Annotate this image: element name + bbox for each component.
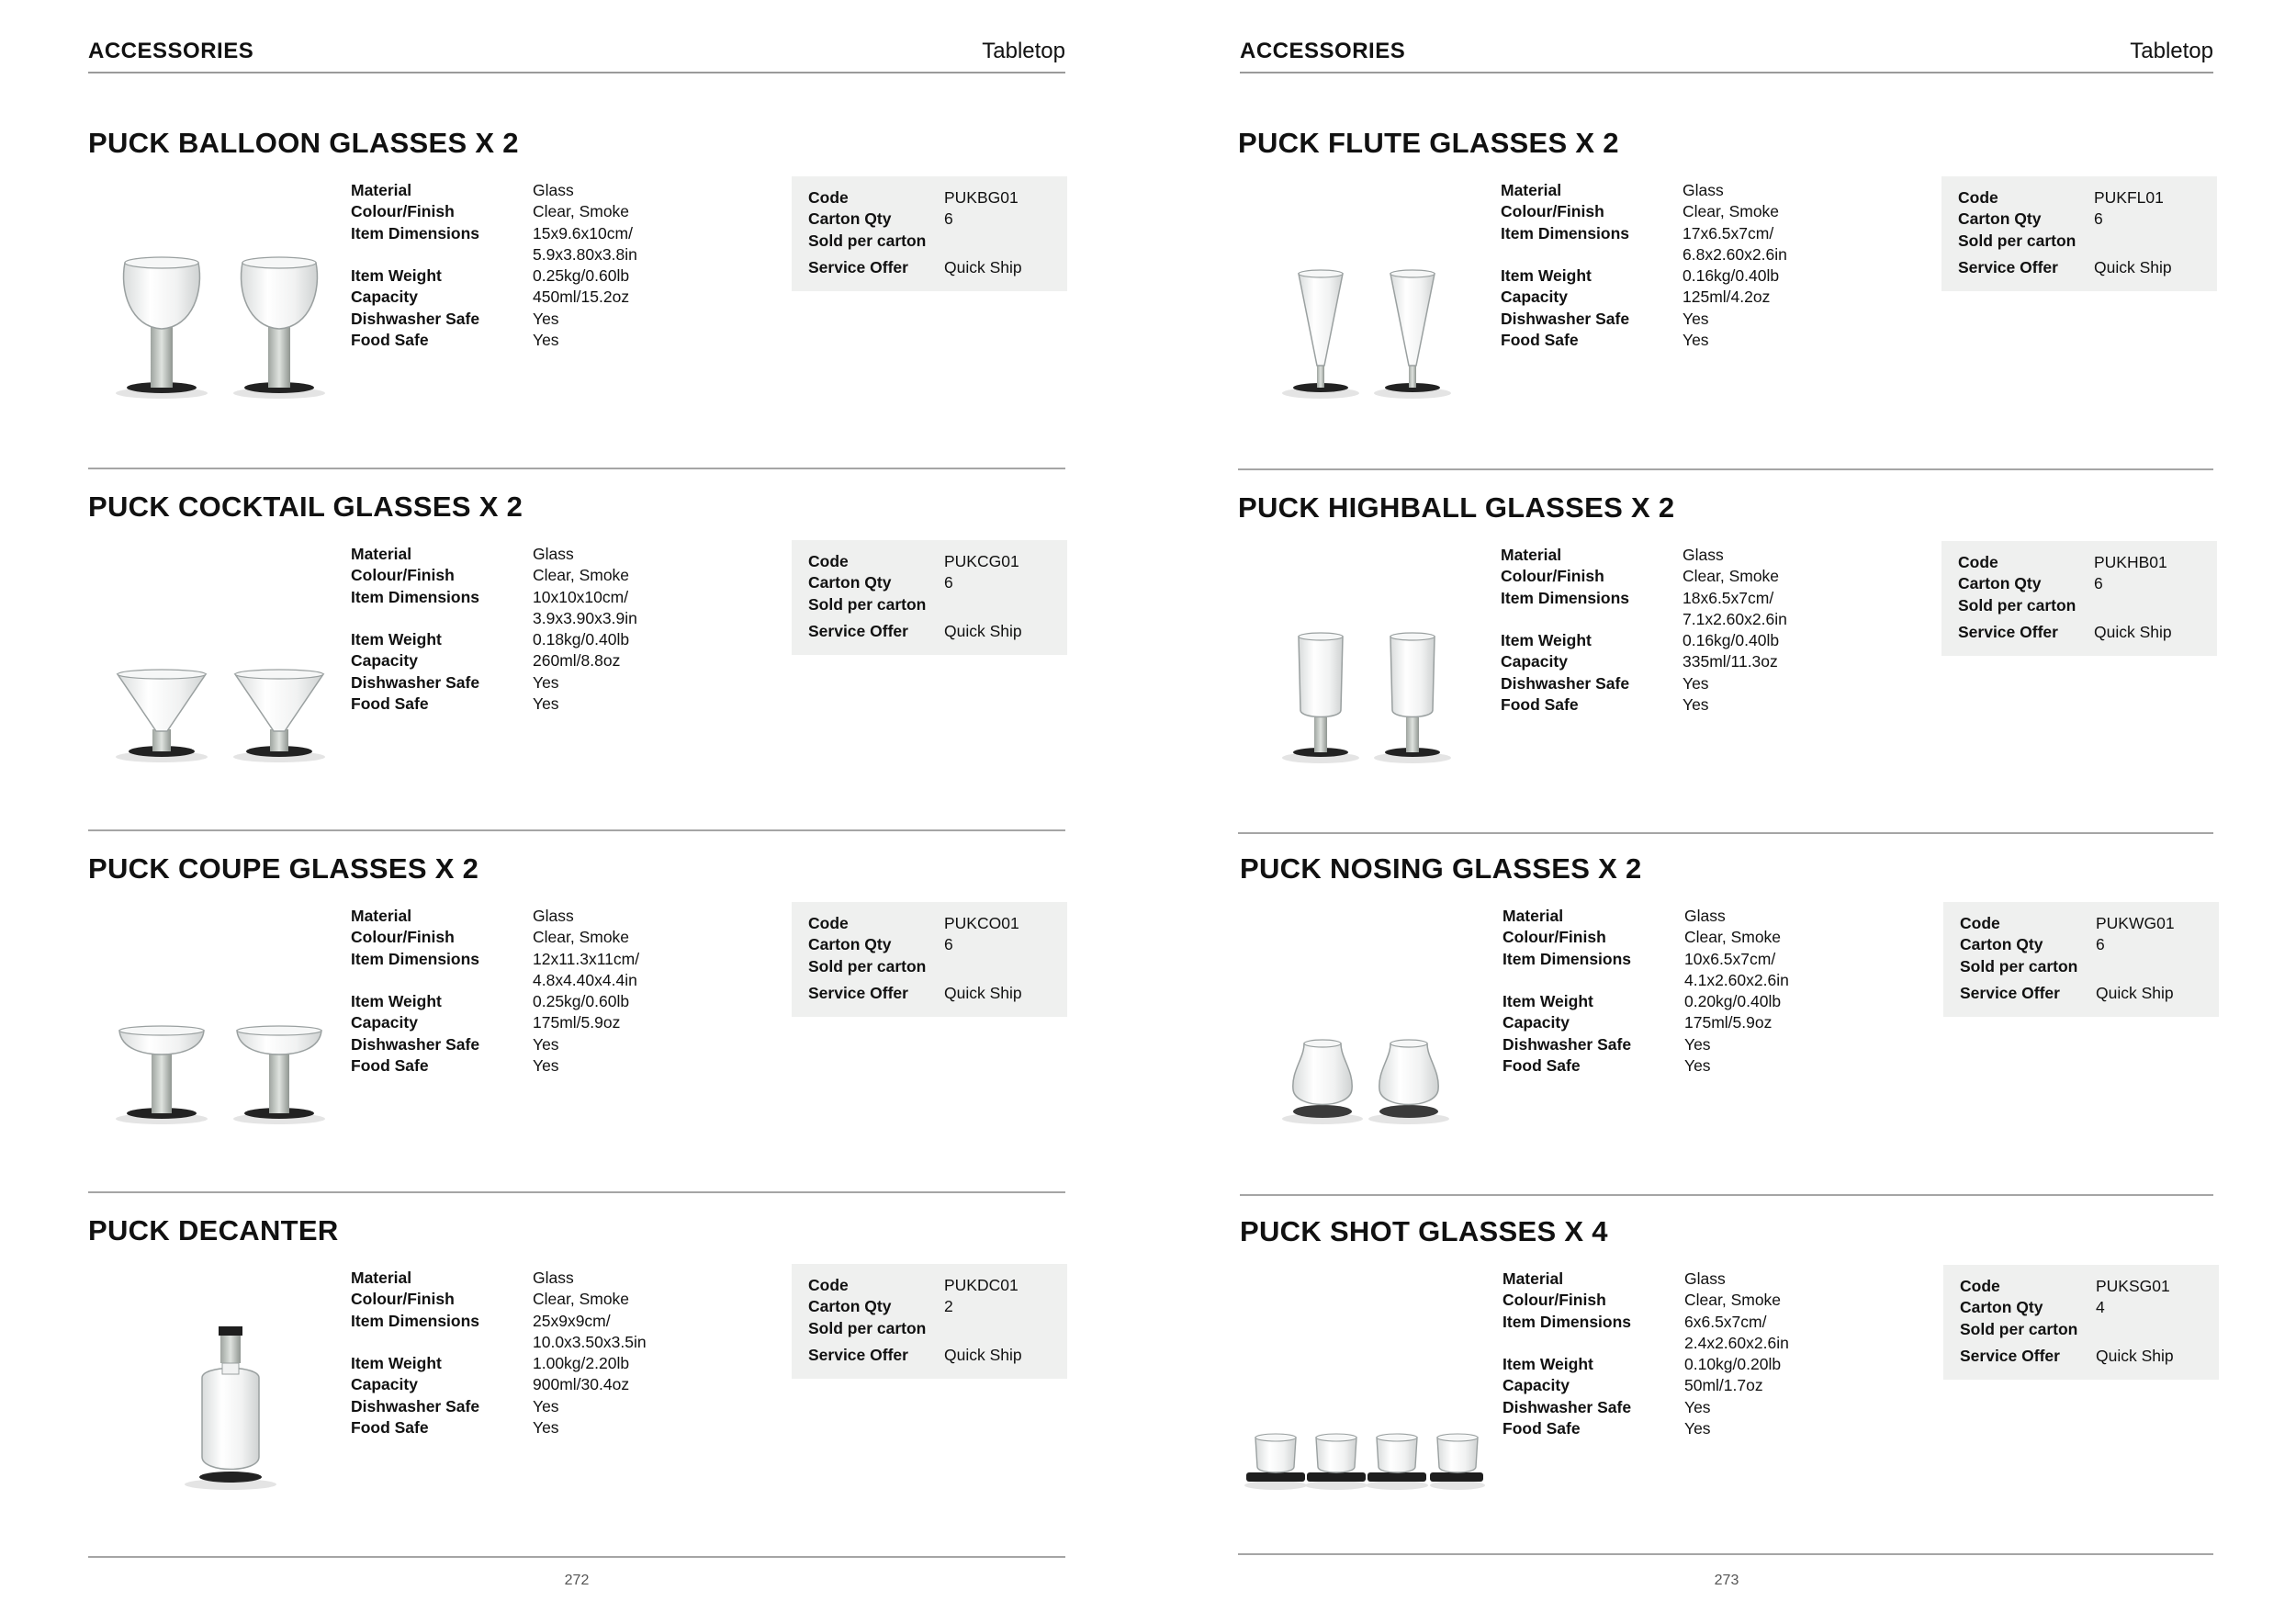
spec-food: Yes xyxy=(1683,331,1709,350)
info-label: Sold per carton xyxy=(808,1318,927,1337)
info-label: Carton Qty xyxy=(808,209,892,229)
info-label: Service Offer xyxy=(1958,622,2058,641)
spec-label: Material xyxy=(351,181,412,199)
spec-label: Item Weight xyxy=(1501,266,1592,286)
spec-label: Dishwasher Safe xyxy=(351,309,480,328)
spec-label: Item Dimensions xyxy=(351,223,480,242)
spec-label: Dishwasher Safe xyxy=(1503,1397,1632,1416)
specs-table xyxy=(351,544,637,715)
spec-weight: 1.00kg/2.20lb xyxy=(533,1354,630,1373)
spec-weight: 0.10kg/0.20lb xyxy=(1684,1355,1782,1374)
spec-label: Material xyxy=(1503,1269,1564,1288)
info-label: Sold per carton xyxy=(1958,595,2077,615)
spec-label: Capacity xyxy=(1501,652,1568,671)
spec-label: Food Safe xyxy=(1501,331,1579,350)
service-offer: Quick Ship xyxy=(944,1345,1022,1364)
carton-qty: 6 xyxy=(944,573,953,592)
page-header xyxy=(1240,35,2213,73)
flute-glass-icon xyxy=(1256,189,1495,410)
spec-dimensions: 25x9x9cm/ 10.0x3.50x3.5in xyxy=(533,1311,647,1351)
spec-label: Food Safe xyxy=(351,1056,429,1076)
spec-colour: Clear, Smoke xyxy=(533,1290,630,1309)
service-offer: Quick Ship xyxy=(944,983,1022,1002)
spec-dishwasher: Yes xyxy=(533,1396,559,1415)
spec-capacity: 50ml/1.7oz xyxy=(1684,1376,1763,1395)
spec-label: Item Dimensions xyxy=(351,1311,480,1330)
spec-food: Yes xyxy=(1684,1056,1711,1076)
spec-dimensions: 15x9.6x10cm/ 5.9x3.80x3.8in xyxy=(533,223,637,264)
spec-label: Dishwasher Safe xyxy=(351,672,480,692)
product-code: PUKBG01 xyxy=(944,188,1019,207)
service-offer: Quick Ship xyxy=(2094,257,2172,276)
decanter-icon xyxy=(107,1277,345,1497)
order-info-box xyxy=(1941,176,2217,291)
info-label: Code xyxy=(808,552,849,570)
spec-label: Food Safe xyxy=(1501,695,1579,715)
spec-colour: Clear, Smoke xyxy=(1683,567,1780,586)
page-header xyxy=(88,35,1065,73)
spec-dishwasher: Yes xyxy=(533,1034,559,1054)
product-code: PUKCG01 xyxy=(944,552,1019,570)
spec-label: Capacity xyxy=(351,288,418,307)
info-label: Service Offer xyxy=(1960,983,2060,1002)
order-info-box xyxy=(792,176,1067,291)
spec-label: Item Weight xyxy=(351,992,442,1011)
spec-label: Food Safe xyxy=(351,1418,429,1438)
info-label: Sold per carton xyxy=(1960,1319,2078,1338)
spec-colour: Clear, Smoke xyxy=(1684,928,1782,947)
section-title: ACCESSORIES xyxy=(1240,39,1406,63)
spec-label: Colour/Finish xyxy=(351,202,455,221)
spec-label: Material xyxy=(351,1269,412,1287)
spec-colour: Clear, Smoke xyxy=(1684,1291,1782,1310)
info-label: Sold per carton xyxy=(808,231,927,250)
spec-label: Material xyxy=(1501,546,1562,564)
spec-label: Colour/Finish xyxy=(351,928,455,947)
spec-label: Dishwasher Safe xyxy=(1501,309,1630,328)
info-label: Carton Qty xyxy=(1958,574,2042,593)
spec-material: Glass xyxy=(1683,546,1724,564)
spec-food: Yes xyxy=(1684,1419,1711,1438)
section-divider xyxy=(88,1191,1065,1193)
order-info-box xyxy=(792,902,1067,1017)
spec-dimensions: 10x10x10cm/ 3.9x3.90x3.9in xyxy=(533,587,637,627)
product-title: PUCK FLUTE GLASSES X 2 xyxy=(1238,127,1619,159)
spec-weight: 0.16kg/0.40lb xyxy=(1683,266,1780,286)
spec-label: Dishwasher Safe xyxy=(1501,673,1630,693)
section-title: ACCESSORIES xyxy=(88,39,254,63)
section-divider xyxy=(1238,468,2213,470)
spec-label: Item Dimensions xyxy=(351,949,480,968)
spec-label: Item Weight xyxy=(351,266,442,286)
footer-divider xyxy=(1238,1553,2213,1555)
specs-table xyxy=(1503,906,1789,1077)
info-label: Code xyxy=(1960,914,2000,932)
section-divider xyxy=(88,468,1065,469)
spec-weight: 0.18kg/0.40lb xyxy=(533,630,630,649)
product-code: PUKSG01 xyxy=(2096,1277,2170,1295)
specs-table xyxy=(351,1268,647,1438)
product-title: PUCK BALLOON GLASSES X 2 xyxy=(88,127,519,159)
spec-dishwasher: Yes xyxy=(533,309,559,328)
spec-dimensions: 12x11.3x11cm/ 4.8x4.40x4.4in xyxy=(533,949,640,989)
spec-label: Item Weight xyxy=(1503,992,1593,1011)
spec-label: Material xyxy=(1503,907,1564,925)
footer-divider xyxy=(88,1556,1065,1558)
spec-label: Colour/Finish xyxy=(1503,1291,1606,1310)
info-label: Service Offer xyxy=(808,257,908,276)
order-info-box xyxy=(792,540,1067,655)
page-number: 272 xyxy=(564,1573,590,1588)
order-info-box xyxy=(1943,902,2219,1017)
spec-label: Material xyxy=(1501,181,1562,199)
spec-label: Capacity xyxy=(1503,1013,1570,1032)
spec-dimensions: 10x6.5x7cm/ 4.1x2.60x2.6in xyxy=(1684,949,1789,989)
info-label: Service Offer xyxy=(1958,257,2058,276)
catalog-page-right xyxy=(1148,0,2296,1624)
info-label: Carton Qty xyxy=(808,1297,892,1316)
spec-label: Colour/Finish xyxy=(351,566,455,585)
spec-dishwasher: Yes xyxy=(1683,309,1709,328)
carton-qty: 6 xyxy=(2094,209,2103,229)
spec-weight: 0.25kg/0.60lb xyxy=(533,266,630,286)
info-label: Code xyxy=(808,1276,849,1294)
spec-label: Capacity xyxy=(351,1013,418,1032)
spec-capacity: 125ml/4.2oz xyxy=(1683,288,1771,307)
spec-label: Material xyxy=(351,907,412,925)
spec-capacity: 260ml/8.8oz xyxy=(533,651,621,671)
spec-capacity: 900ml/30.4oz xyxy=(533,1375,630,1394)
spec-label: Dishwasher Safe xyxy=(1503,1034,1632,1054)
coupe-glass-icon xyxy=(107,915,345,1135)
spec-food: Yes xyxy=(533,331,559,350)
spec-label: Item Weight xyxy=(1503,1355,1593,1374)
info-label: Carton Qty xyxy=(1960,1298,2043,1317)
spec-food: Yes xyxy=(533,694,559,714)
info-label: Code xyxy=(1960,1277,2000,1295)
section-divider xyxy=(1240,1194,2213,1196)
spec-label: Capacity xyxy=(351,1375,418,1394)
spec-material: Glass xyxy=(533,181,574,199)
product-code: PUKWG01 xyxy=(2096,914,2175,932)
spec-dishwasher: Yes xyxy=(533,672,559,692)
spec-food: Yes xyxy=(533,1418,559,1438)
page-number: 273 xyxy=(1714,1573,1739,1588)
spec-label: Dishwasher Safe xyxy=(351,1034,480,1054)
spec-food: Yes xyxy=(1683,695,1709,715)
spec-label: Food Safe xyxy=(1503,1419,1581,1438)
product-code: PUKCO01 xyxy=(944,914,1019,932)
product-title: PUCK SHOT GLASSES X 4 xyxy=(1240,1215,1608,1247)
category-title: Tabletop xyxy=(982,39,1065,63)
info-label: Carton Qty xyxy=(808,935,892,954)
spec-dishwasher: Yes xyxy=(1684,1034,1711,1054)
carton-qty: 6 xyxy=(944,209,953,229)
spec-dishwasher: Yes xyxy=(1683,673,1709,693)
info-label: Code xyxy=(1958,188,1998,207)
product-title: PUCK NOSING GLASSES X 2 xyxy=(1240,852,1642,885)
spec-material: Glass xyxy=(1684,907,1726,925)
spec-colour: Clear, Smoke xyxy=(533,566,630,585)
spec-label: Item Dimensions xyxy=(1501,588,1630,607)
spec-material: Glass xyxy=(533,1269,574,1287)
spec-label: Capacity xyxy=(351,651,418,671)
spec-material: Glass xyxy=(533,907,574,925)
info-label: Service Offer xyxy=(808,1345,908,1364)
info-label: Code xyxy=(808,188,849,207)
spec-label: Colour/Finish xyxy=(1501,202,1604,221)
spec-weight: 0.20kg/0.40lb xyxy=(1684,992,1782,1011)
spec-capacity: 175ml/5.9oz xyxy=(533,1013,621,1032)
product-title: PUCK DECANTER xyxy=(88,1214,339,1246)
info-label: Sold per carton xyxy=(1958,231,2077,250)
info-label: Sold per carton xyxy=(808,956,927,976)
spec-capacity: 450ml/15.2oz xyxy=(533,288,630,307)
spec-material: Glass xyxy=(1683,181,1724,199)
service-offer: Quick Ship xyxy=(2094,622,2172,641)
spec-label: Item Weight xyxy=(1501,631,1592,650)
product-code: PUKDC01 xyxy=(944,1276,1019,1294)
section-divider xyxy=(88,829,1065,831)
carton-qty: 4 xyxy=(2096,1298,2105,1317)
info-label: Carton Qty xyxy=(1960,935,2043,954)
shot-glass-icon xyxy=(1240,1278,1488,1498)
info-label: Code xyxy=(1958,553,1998,571)
spec-label: Food Safe xyxy=(1503,1056,1581,1076)
spec-weight: 0.16kg/0.40lb xyxy=(1683,631,1780,650)
specs-table xyxy=(1501,180,1787,351)
cocktail-glass-icon xyxy=(107,553,345,773)
spec-dimensions: 6x6.5x7cm/ 2.4x2.60x2.6in xyxy=(1684,1312,1789,1352)
product-title: PUCK COUPE GLASSES X 2 xyxy=(88,852,479,885)
highball-glass-icon xyxy=(1256,554,1495,774)
spec-weight: 0.25kg/0.60lb xyxy=(533,992,630,1011)
spec-label: Food Safe xyxy=(351,331,429,350)
spec-label: Colour/Finish xyxy=(1503,928,1606,947)
spec-dimensions: 18x6.5x7cm/ 7.1x2.60x2.6in xyxy=(1683,588,1787,628)
spec-dishwasher: Yes xyxy=(1684,1397,1711,1416)
info-label: Code xyxy=(808,914,849,932)
info-label: Service Offer xyxy=(808,983,908,1002)
spec-label: Item Dimensions xyxy=(351,587,480,606)
specs-table xyxy=(1501,545,1787,716)
carton-qty: 2 xyxy=(944,1297,953,1316)
spec-dimensions: 17x6.5x7cm/ 6.8x2.60x2.6in xyxy=(1683,223,1787,264)
service-offer: Quick Ship xyxy=(2096,983,2174,1002)
carton-qty: 6 xyxy=(944,935,953,954)
spec-label: Food Safe xyxy=(351,694,429,714)
spec-material: Glass xyxy=(533,545,574,563)
nosing-glass-icon xyxy=(1258,915,1497,1135)
order-info-box xyxy=(792,1264,1067,1379)
carton-qty: 6 xyxy=(2094,574,2103,593)
spec-label: Item Weight xyxy=(351,630,442,649)
info-label: Service Offer xyxy=(808,621,908,640)
product-code: PUKFL01 xyxy=(2094,188,2164,207)
specs-table xyxy=(351,180,637,351)
product-title: PUCK COCKTAIL GLASSES X 2 xyxy=(88,491,523,523)
info-label: Sold per carton xyxy=(1960,956,2078,976)
info-label: Sold per carton xyxy=(808,594,927,614)
info-label: Carton Qty xyxy=(1958,209,2042,229)
info-label: Carton Qty xyxy=(808,573,892,592)
spec-capacity: 335ml/11.3oz xyxy=(1683,652,1778,671)
order-info-box xyxy=(1941,541,2217,656)
spec-label: Item Dimensions xyxy=(1503,949,1632,968)
product-title: PUCK HIGHBALL GLASSES X 2 xyxy=(1238,491,1675,524)
spec-label: Capacity xyxy=(1501,288,1568,307)
service-offer: Quick Ship xyxy=(944,621,1022,640)
spec-label: Capacity xyxy=(1503,1376,1570,1395)
spec-food: Yes xyxy=(533,1056,559,1076)
specs-table xyxy=(1503,1269,1789,1439)
info-label: Service Offer xyxy=(1960,1346,2060,1365)
spec-label: Colour/Finish xyxy=(351,1290,455,1309)
spec-label: Material xyxy=(351,545,412,563)
product-code: PUKHB01 xyxy=(2094,553,2167,571)
specs-table xyxy=(351,906,639,1077)
spec-capacity: 175ml/5.9oz xyxy=(1684,1013,1773,1032)
spec-material: Glass xyxy=(1684,1269,1726,1288)
spec-colour: Clear, Smoke xyxy=(1683,202,1780,221)
order-info-box xyxy=(1943,1265,2219,1380)
carton-qty: 6 xyxy=(2096,935,2105,954)
spec-label: Item Dimensions xyxy=(1501,223,1630,242)
service-offer: Quick Ship xyxy=(2096,1346,2174,1365)
spec-colour: Clear, Smoke xyxy=(533,202,630,221)
spec-label: Item Dimensions xyxy=(1503,1312,1632,1331)
section-divider xyxy=(1238,832,2213,834)
spec-label: Colour/Finish xyxy=(1501,567,1604,586)
spec-label: Item Weight xyxy=(351,1354,442,1373)
service-offer: Quick Ship xyxy=(944,257,1022,276)
spec-colour: Clear, Smoke xyxy=(533,928,630,947)
category-title: Tabletop xyxy=(2130,39,2213,63)
balloon-glass-icon xyxy=(107,189,345,410)
spec-label: Dishwasher Safe xyxy=(351,1396,480,1415)
